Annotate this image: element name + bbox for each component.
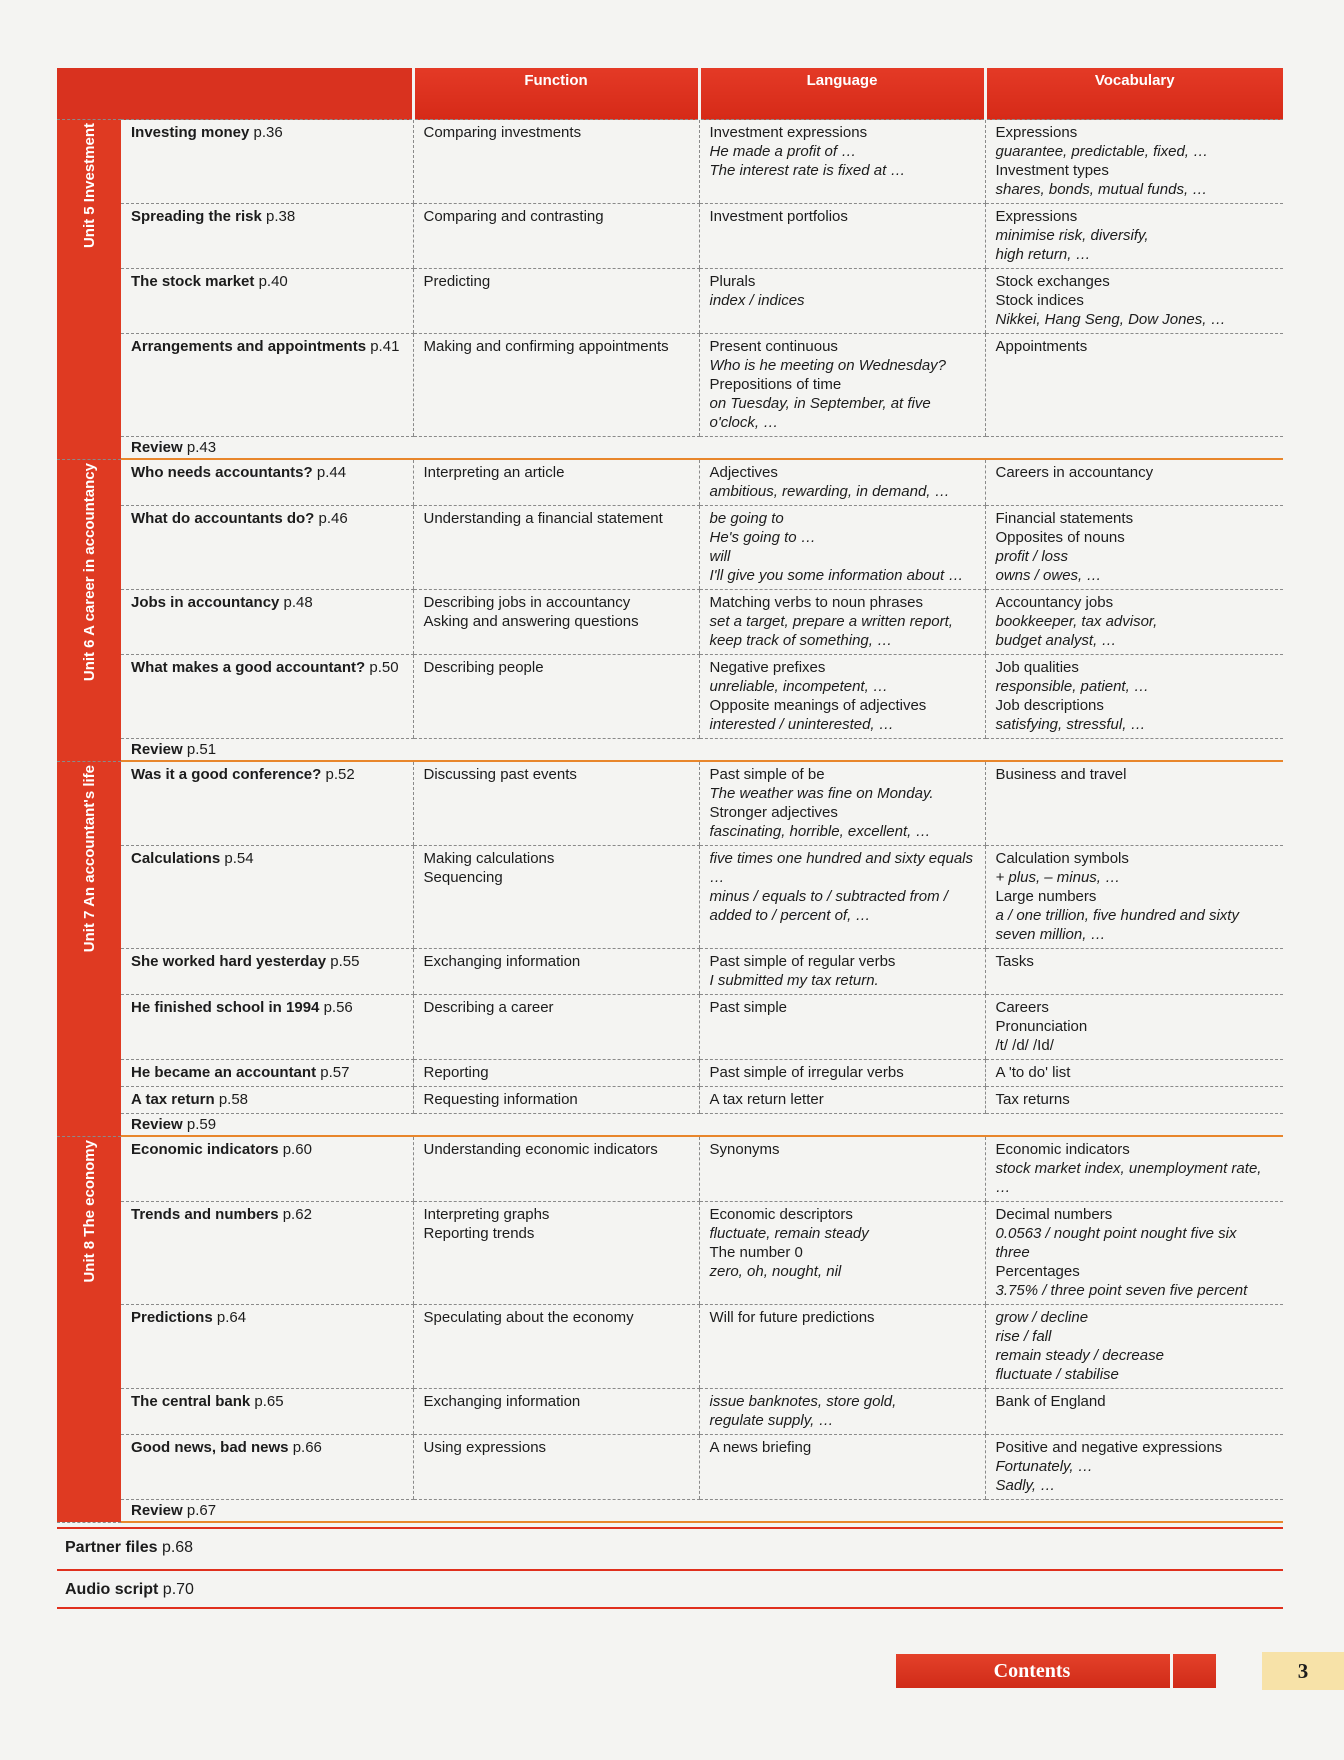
lesson-title[interactable]: [121, 1305, 413, 1389]
language-line: Prepositions of time: [709, 376, 842, 393]
function-line: Speculating about the economy: [423, 1309, 634, 1326]
language-cell: [699, 459, 985, 506]
lesson-name: He became an accountant: [131, 1064, 317, 1081]
function-cell: [413, 1087, 699, 1114]
function-line: Making calculations: [423, 850, 555, 867]
vocabulary-line: fluctuate / stabilise: [995, 1366, 1119, 1383]
function-line: Interpreting an article: [423, 464, 565, 481]
footer-contents-tab: [896, 1654, 1216, 1688]
lesson-name: Who needs accountants?: [131, 464, 313, 481]
language-line: on Tuesday, in September, at five o'clock, …: [709, 395, 931, 431]
lesson-name: Calculations: [131, 850, 221, 867]
lesson-row: [57, 506, 1283, 590]
header-vocabulary: Vocabulary: [985, 68, 1283, 120]
lesson-page: p.46: [318, 510, 348, 527]
review-page: p.59: [186, 1116, 217, 1133]
vocabulary-line: guarantee, predictable, fixed, …: [995, 143, 1209, 160]
vocabulary-line: Percentages: [995, 1263, 1080, 1280]
review-page: p.51: [186, 741, 217, 758]
lesson-row: [57, 204, 1283, 269]
lesson-row: [57, 846, 1283, 949]
lesson-page: p.65: [254, 1393, 284, 1410]
language-line: Stronger adjectives: [709, 804, 838, 821]
vocabulary-line: grow / decline: [995, 1309, 1089, 1326]
function-line: Asking and answering questions: [423, 613, 639, 630]
vocabulary-line: Positive and negative expressions: [995, 1439, 1223, 1456]
lesson-name: He finished school in 1994: [131, 999, 320, 1016]
vocabulary-cell: [985, 334, 1283, 437]
language-cell: [699, 590, 985, 655]
lesson-page: p.66: [292, 1439, 322, 1456]
lesson-page: p.54: [224, 850, 254, 867]
lesson-page: p.52: [325, 766, 355, 783]
contents-sheet: [57, 68, 1283, 1609]
unit-title-bar: [57, 1136, 121, 1522]
language-line: regulate supply, …: [709, 1412, 834, 1429]
lesson-title[interactable]: [121, 506, 413, 590]
function-line: Understanding economic indicators: [423, 1141, 658, 1158]
language-line: The number 0: [709, 1244, 803, 1261]
language-line: Matching verbs to noun phrases: [709, 594, 923, 611]
lesson-name: Good news, bad news: [131, 1439, 289, 1456]
language-cell: [699, 1136, 985, 1202]
language-line: Past simple: [709, 999, 788, 1016]
function-line: Sequencing: [423, 869, 503, 886]
header-language: Language: [699, 68, 985, 120]
lesson-name: Jobs in accountancy: [131, 594, 280, 611]
extra-audio-script[interactable]: [57, 1569, 1283, 1609]
vocabulary-cell: [985, 120, 1283, 204]
language-line: I'll give you some information about …: [709, 567, 964, 584]
review-page: p.43: [186, 439, 217, 456]
lesson-page: p.62: [282, 1206, 312, 1223]
contents-body: [57, 120, 1283, 1523]
language-cell: [699, 846, 985, 949]
vocabulary-line: responsible, patient, …: [995, 678, 1149, 695]
vocabulary-cell: [985, 204, 1283, 269]
language-line: A news briefing: [709, 1439, 812, 1456]
unit-title: Unit 6 A career in accountancy: [80, 462, 98, 681]
vocabulary-line: profit / loss: [995, 548, 1069, 565]
function-cell: [413, 120, 699, 204]
language-line: Investment expressions: [709, 124, 868, 141]
lesson-title[interactable]: [121, 459, 413, 506]
extra-partner-files[interactable]: [57, 1527, 1283, 1565]
function-line: Comparing and contrasting: [423, 208, 604, 225]
language-cell: [699, 334, 985, 437]
lesson-page: p.40: [258, 273, 288, 290]
contents-table: [57, 68, 1283, 1523]
review-row: [57, 1500, 1283, 1523]
footer-separator: [1170, 1654, 1173, 1688]
vocabulary-cell: [985, 1435, 1283, 1500]
language-line: minus / equals to / subtracted from / added to / percent of, …: [709, 888, 948, 924]
vocabulary-line: Financial statements: [995, 510, 1134, 527]
function-cell: [413, 1435, 699, 1500]
vocabulary-cell: [985, 269, 1283, 334]
language-line: He's going to …: [709, 529, 816, 546]
vocabulary-line: Bank of England: [995, 1393, 1106, 1410]
language-line: five times one hundred and sixty equals …: [709, 850, 973, 886]
language-line: Past simple of irregular verbs: [709, 1064, 904, 1081]
extra-label: Audio script: [65, 1581, 159, 1598]
vocabulary-line: 3.75% / three point seven five percent: [995, 1282, 1248, 1299]
lesson-row: [57, 590, 1283, 655]
header-function: Function: [413, 68, 699, 120]
language-line: keep track of something, …: [709, 632, 893, 649]
vocabulary-line: Accountancy jobs: [995, 594, 1114, 611]
extra-page: p.70: [162, 1581, 194, 1598]
language-cell: [699, 949, 985, 995]
review-entry[interactable]: [121, 1500, 1283, 1523]
language-line: Economic descriptors: [709, 1206, 853, 1223]
vocabulary-line: stock market index, unemployment rate, …: [995, 1160, 1262, 1196]
lesson-title[interactable]: [121, 1087, 413, 1114]
lesson-row: [57, 459, 1283, 506]
lesson-page: p.56: [323, 999, 353, 1016]
language-line: Past simple of regular verbs: [709, 953, 896, 970]
vocabulary-cell: [985, 506, 1283, 590]
vocabulary-line: Expressions: [995, 208, 1078, 225]
header-corner: [57, 68, 413, 120]
vocabulary-line: a / one trillion, five hundred and sixty seven million, …: [995, 907, 1239, 943]
language-line: zero, oh, nought, nil: [709, 1263, 842, 1280]
lesson-title[interactable]: [121, 949, 413, 995]
review-entry[interactable]: [121, 437, 1283, 460]
review-label: Review: [131, 741, 183, 758]
function-cell: [413, 1389, 699, 1435]
language-line: Synonyms: [709, 1141, 780, 1158]
lesson-title[interactable]: [121, 655, 413, 739]
function-cell: [413, 459, 699, 506]
function-cell: [413, 1060, 699, 1087]
vocabulary-cell: [985, 1202, 1283, 1305]
function-cell: [413, 949, 699, 995]
vocabulary-line: shares, bonds, mutual funds, …: [995, 181, 1208, 198]
vocabulary-line: Stock exchanges: [995, 273, 1110, 290]
lesson-title[interactable]: [121, 761, 413, 846]
unit-title: Unit 7 An accountant's life: [80, 764, 98, 952]
language-cell: [699, 269, 985, 334]
language-line: Investment portfolios: [709, 208, 848, 225]
language-line: Plurals: [709, 273, 756, 290]
language-cell: [699, 1389, 985, 1435]
lesson-page: p.58: [218, 1091, 249, 1108]
lesson-row: [57, 761, 1283, 846]
vocabulary-line: high return, …: [995, 246, 1091, 263]
function-line: Describing people: [423, 659, 544, 676]
vocabulary-line: minimise risk, diversify,: [995, 227, 1149, 244]
function-line: Reporting trends: [423, 1225, 535, 1242]
language-line: Who is he meeting on Wednesday?: [709, 357, 947, 374]
language-cell: [699, 1202, 985, 1305]
function-line: Comparing investments: [423, 124, 582, 141]
language-line: Opposite meanings of adjectives: [709, 697, 927, 714]
language-cell: [699, 1087, 985, 1114]
lesson-row: [57, 995, 1283, 1060]
lesson-row: [57, 1389, 1283, 1435]
lesson-page: p.50: [369, 659, 399, 676]
language-line: Past simple of be: [709, 766, 825, 783]
vocabulary-cell: [985, 590, 1283, 655]
lesson-title[interactable]: [121, 120, 413, 204]
function-line: Using expressions: [423, 1439, 547, 1456]
language-line: index / indices: [709, 292, 805, 309]
function-line: Exchanging information: [423, 1393, 581, 1410]
lesson-page: p.57: [320, 1064, 350, 1081]
language-line: ambitious, rewarding, in demand, …: [709, 483, 950, 500]
function-line: Describing a career: [423, 999, 554, 1016]
review-row: [57, 1114, 1283, 1137]
language-line: fascinating, horrible, excellent, …: [709, 823, 931, 840]
lesson-name: Investing money: [131, 124, 250, 141]
vocabulary-line: Large numbers: [995, 888, 1097, 905]
language-line: I submitted my tax return.: [709, 972, 879, 989]
lesson-page: p.36: [253, 124, 283, 141]
lesson-row: [57, 655, 1283, 739]
lesson-page: p.44: [316, 464, 347, 481]
header-row: [57, 68, 1283, 120]
vocabulary-line: remain steady / decrease: [995, 1347, 1164, 1364]
function-cell: [413, 655, 699, 739]
vocabulary-line: + plus, – minus, …: [995, 869, 1121, 886]
vocabulary-line: Pronunciation: [995, 1018, 1088, 1035]
function-line: Requesting information: [423, 1091, 578, 1108]
vocabulary-cell: [985, 949, 1283, 995]
vocabulary-line: Nikkei, Hang Seng, Dow Jones, …: [995, 311, 1226, 328]
language-line: unreliable, incompetent, …: [709, 678, 888, 695]
unit-title-bar: [57, 120, 121, 460]
vocabulary-line: Careers in accountancy: [995, 464, 1154, 481]
lesson-page: p.60: [282, 1141, 312, 1158]
language-cell: [699, 204, 985, 269]
vocabulary-line: Stock indices: [995, 292, 1084, 309]
footer-label: Contents: [993, 1660, 1071, 1682]
vocabulary-line: Tax returns: [995, 1091, 1070, 1108]
review-label: Review: [131, 1502, 183, 1519]
review-page: p.67: [186, 1502, 217, 1519]
lesson-title[interactable]: [121, 204, 413, 269]
vocabulary-line: Economic indicators: [995, 1141, 1130, 1158]
vocabulary-cell: [985, 995, 1283, 1060]
lesson-name: Arrangements and appointments: [131, 338, 367, 355]
language-line: He made a profit of …: [709, 143, 857, 160]
vocabulary-line: Job descriptions: [995, 697, 1104, 714]
vocabulary-line: 0.0563 / nought point nought five six three: [995, 1225, 1237, 1261]
unit-title-bar: [57, 761, 121, 1136]
vocabulary-cell: [985, 1389, 1283, 1435]
lesson-name: What makes a good accountant?: [131, 659, 366, 676]
language-cell: [699, 1060, 985, 1087]
language-cell: [699, 1305, 985, 1389]
language-line: The interest rate is fixed at …: [709, 162, 906, 179]
vocabulary-cell: [985, 655, 1283, 739]
lesson-page: p.64: [216, 1309, 247, 1326]
lesson-row: [57, 1435, 1283, 1500]
vocabulary-cell: [985, 1305, 1283, 1389]
function-line: Interpreting graphs: [423, 1206, 550, 1223]
function-cell: [413, 761, 699, 846]
lesson-title[interactable]: [121, 590, 413, 655]
lesson-name: Trends and numbers: [131, 1206, 279, 1223]
language-line: Adjectives: [709, 464, 778, 481]
language-line: Will for future predictions: [709, 1309, 875, 1326]
unit-title: Unit 8 The economy: [80, 1139, 98, 1283]
lesson-name: She worked hard yesterday: [131, 953, 327, 970]
vocabulary-line: Fortunately, …: [995, 1458, 1093, 1475]
language-line: The weather was fine on Monday.: [709, 785, 934, 802]
vocabulary-line: Sadly, …: [995, 1477, 1056, 1494]
lesson-row: [57, 120, 1283, 204]
vocabulary-cell: [985, 846, 1283, 949]
review-entry[interactable]: [121, 739, 1283, 762]
function-line: Exchanging information: [423, 953, 581, 970]
function-cell: [413, 1136, 699, 1202]
lesson-page: p.41: [370, 338, 400, 355]
lesson-row: [57, 1060, 1283, 1087]
lesson-title[interactable]: [121, 1060, 413, 1087]
extra-page: p.68: [161, 1539, 194, 1556]
vocabulary-line: Careers: [995, 999, 1049, 1016]
language-line: fluctuate, remain steady: [709, 1225, 869, 1242]
vocabulary-line: Calculation symbols: [995, 850, 1129, 867]
lesson-name: Spreading the risk: [131, 208, 262, 225]
lesson-title[interactable]: [121, 269, 413, 334]
extra-label: Partner files: [65, 1539, 158, 1556]
lesson-page: p.55: [330, 953, 360, 970]
lesson-title[interactable]: [121, 334, 413, 437]
review-row: [57, 437, 1283, 460]
review-label: Review: [131, 439, 183, 456]
function-cell: [413, 995, 699, 1060]
lesson-row: [57, 949, 1283, 995]
vocabulary-cell: [985, 1087, 1283, 1114]
page-number: 3: [1262, 1652, 1344, 1690]
unit-title: Unit 5 Investment: [80, 123, 98, 249]
language-cell: [699, 506, 985, 590]
vocabulary-line: Expressions: [995, 124, 1078, 141]
vocabulary-line: Decimal numbers: [995, 1206, 1113, 1223]
vocabulary-line: Business and travel: [995, 766, 1127, 783]
language-line: interested / uninterested, …: [709, 716, 894, 733]
lesson-name: What do accountants do?: [131, 510, 315, 527]
function-cell: [413, 1202, 699, 1305]
lesson-title[interactable]: [121, 1136, 413, 1202]
function-cell: [413, 846, 699, 949]
language-cell: [699, 761, 985, 846]
language-line: Present continuous: [709, 338, 838, 355]
lesson-row: [57, 1202, 1283, 1305]
vocabulary-line: Tasks: [995, 953, 1034, 970]
function-line: Reporting: [423, 1064, 489, 1081]
function-cell: [413, 590, 699, 655]
review-label: Review: [131, 1116, 183, 1133]
lesson-title[interactable]: [121, 1389, 413, 1435]
vocabulary-line: owns / owes, …: [995, 567, 1102, 584]
lesson-name: Economic indicators: [131, 1141, 279, 1158]
function-cell: [413, 1305, 699, 1389]
lesson-name: The stock market: [131, 273, 255, 290]
language-cell: [699, 655, 985, 739]
vocabulary-line: rise / fall: [995, 1328, 1052, 1345]
vocabulary-cell: [985, 1136, 1283, 1202]
lesson-page: p.48: [283, 594, 313, 611]
lesson-row: [57, 1305, 1283, 1389]
vocabulary-line: Job qualities: [995, 659, 1079, 676]
vocabulary-line: A 'to do' list: [995, 1064, 1071, 1081]
vocabulary-cell: [985, 761, 1283, 846]
lesson-title[interactable]: [121, 1202, 413, 1305]
lesson-name: The central bank: [131, 1393, 251, 1410]
lesson-title[interactable]: [121, 1435, 413, 1500]
vocabulary-line: Appointments: [995, 338, 1088, 355]
function-cell: [413, 269, 699, 334]
vocabulary-line: Investment types: [995, 162, 1109, 179]
unit-title-bar: [57, 459, 121, 761]
language-line: Negative prefixes: [709, 659, 826, 676]
language-line: will: [709, 548, 731, 565]
lesson-row: [57, 1087, 1283, 1114]
function-line: Understanding a financial statement: [423, 510, 663, 527]
lesson-name: Was it a good conference?: [131, 766, 322, 783]
language-cell: [699, 995, 985, 1060]
language-line: A tax return letter: [709, 1091, 824, 1108]
language-line: issue banknotes, store gold,: [709, 1393, 897, 1410]
review-entry[interactable]: [121, 1114, 1283, 1137]
lesson-row: [57, 269, 1283, 334]
review-row: [57, 739, 1283, 762]
vocabulary-cell: [985, 1060, 1283, 1087]
vocabulary-line: bookkeeper, tax advisor,: [995, 613, 1158, 630]
vocabulary-cell: [985, 459, 1283, 506]
function-line: Predicting: [423, 273, 491, 290]
lesson-row: [57, 334, 1283, 437]
function-cell: [413, 506, 699, 590]
language-line: be going to: [709, 510, 784, 527]
lesson-title[interactable]: [121, 846, 413, 949]
function-line: Describing jobs in accountancy: [423, 594, 631, 611]
lesson-name: A tax return: [131, 1091, 215, 1108]
language-cell: [699, 1435, 985, 1500]
language-cell: [699, 120, 985, 204]
lesson-page: p.38: [266, 208, 296, 225]
function-cell: [413, 204, 699, 269]
language-line: set a target, prepare a written report,: [709, 613, 953, 630]
lesson-name: Predictions: [131, 1309, 213, 1326]
vocabulary-line: satisfying, stressful, …: [995, 716, 1146, 733]
vocabulary-line: /t/ /d/ /Id/: [995, 1037, 1054, 1054]
vocabulary-line: budget analyst, …: [995, 632, 1117, 649]
lesson-row: [57, 1136, 1283, 1202]
vocabulary-line: Opposites of nouns: [995, 529, 1125, 546]
function-line: Making and confirming appointments: [423, 338, 669, 355]
function-line: Discussing past events: [423, 766, 577, 783]
function-cell: [413, 334, 699, 437]
lesson-title[interactable]: [121, 995, 413, 1060]
